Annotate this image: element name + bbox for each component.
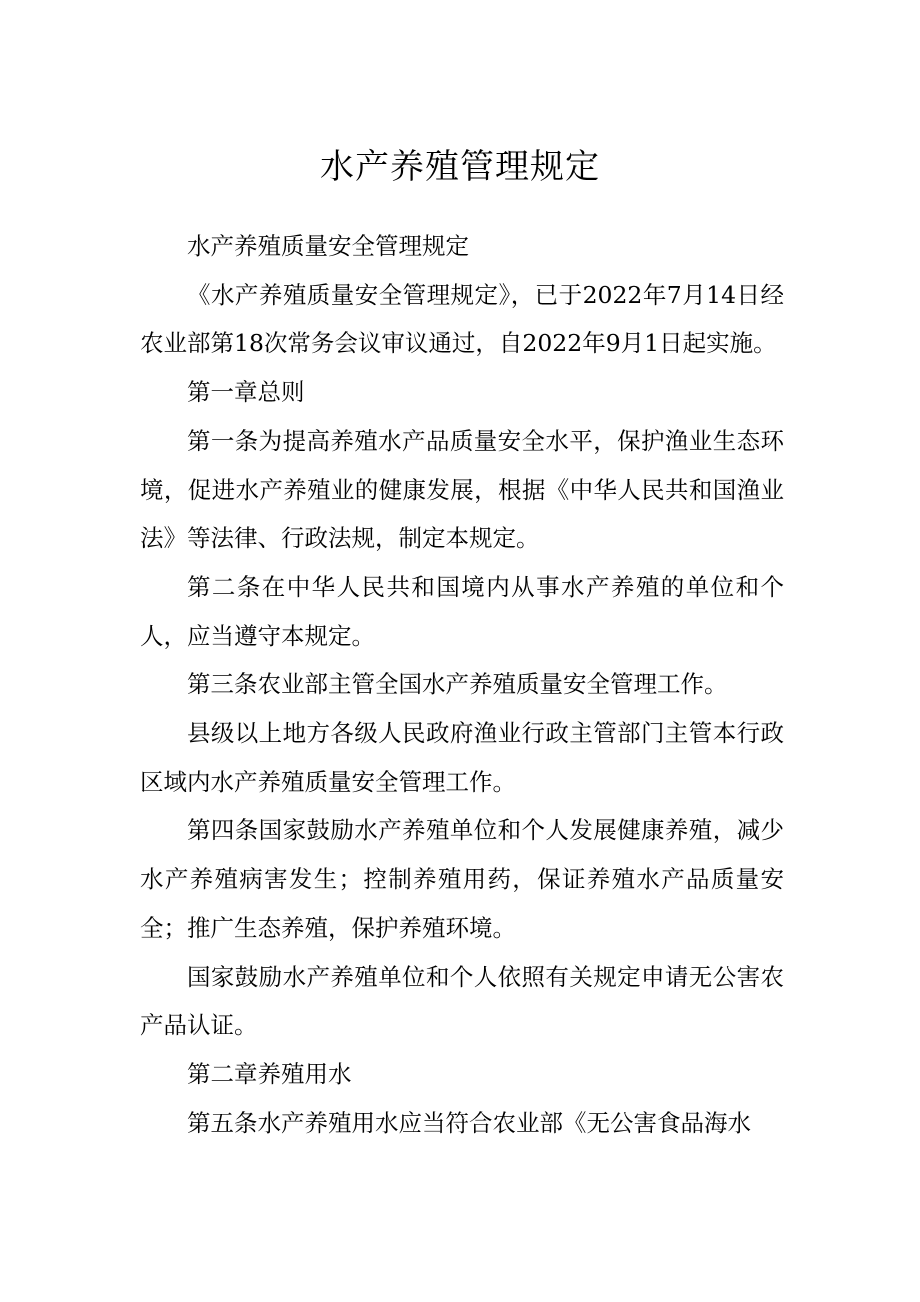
article-3-clause-2: 县级以上地方各级人民政府渔业行政主管部门主管本行政区域内水产养殖质量安全管理工作。 [140,719,784,796]
article-5: 第五条水产养殖用水应当符合农业部《无公害食品海水 [187,1108,751,1137]
document-body [140,222,784,1147]
article-3: 第三条农业部主管全国水产养殖质量安全管理工作。 [187,670,728,699]
chapter-heading-1: 第一章总则 [187,378,305,407]
article-1: 第一条为提高养殖水产品质量安全水平，保护渔业生态环境，促进水产养殖业的健康发展，根据《中华人民共和国渔业法》等法律、行政法规，制定本规定。 [140,426,784,553]
article-4-clause-2: 国家鼓励水产养殖单位和个人依照有关规定申请无公害农产品认证。 [140,962,784,1040]
chapter-heading-2: 第二章养殖用水 [187,1059,352,1088]
paragraph-subtitle: 水产养殖质量安全管理规定 [187,232,469,260]
document-title: 水产养殖管理规定 [320,147,600,187]
article-2: 第二条在中华人民共和国境内从事水产养殖的单位和个人，应当遵守本规定。 [140,572,784,650]
article-4: 第四条国家鼓励水产养殖单位和个人发展健康养殖，减少水产养殖病害发生；控制养殖用药，保证养殖水产品质量安全；推广生态养殖，保护养殖环境。 [140,816,784,942]
paragraph-adoption-notice: 《水产养殖质量安全管理规定》，已于2022年7月14日经农业部第18次常务会议审议通过，自2022年9月1日起实施。 [140,280,784,358]
